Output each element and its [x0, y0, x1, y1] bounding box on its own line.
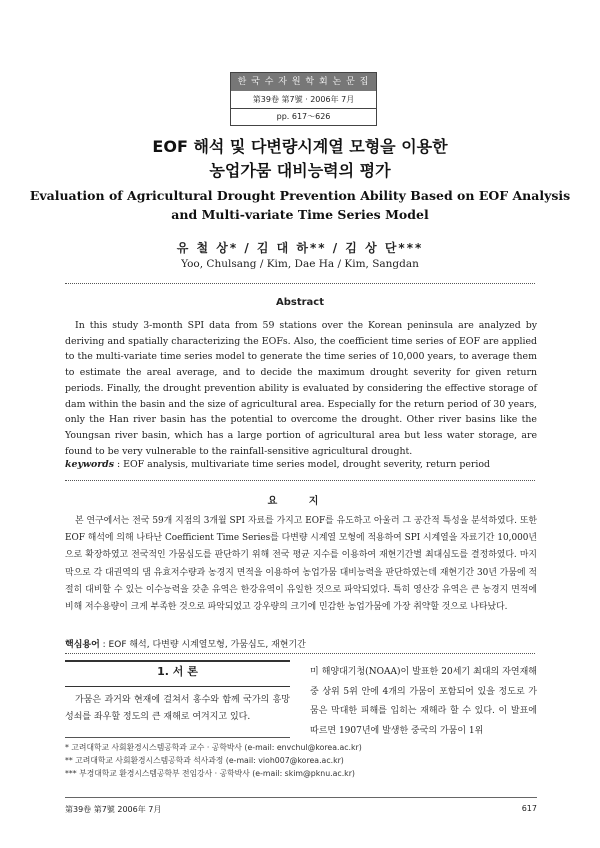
intro-left-text: 가뭄은 과거와 현재에 걸쳐서 홍수와 함께 국가의 흥망성쇠를 좌우할 정도의 큰 재해로 여겨지고 있다.: [65, 695, 290, 722]
title-en-line2: and Multi-variate Time Series Model: [171, 207, 429, 222]
authors-english: Yoo, Chulsang / Kim, Dae Ha / Kim, Sangdan: [181, 258, 419, 270]
divider: [65, 653, 535, 654]
journal-name: 한 국 수 자 원 학 회 논 문 집: [231, 73, 376, 91]
abstract-text: In this study 3-month SPI data from 59 stations over the Korean peninsula are analyzed by deriving and spatially characterizing the EOFs. Also, the coefficient time series of EOF are applied to the multi-variate time series model to generate the time series of 10,000 years, to average them to estimate the areal average, and to decide the maximum drought severity for given return periods. Finally, the drought prevention ability is evaluated by considering the effective storage of dam within the basin and the size of agricultural area. Especially for the return period of 30 years, only the Han river basin has the potential to overcome the drought. Other river basins like the Youngsan river basin, which has a large portion of agricultural area but less water storage, are found to be very vulnerable to the rainfall-sensitive agricultural drought.: [65, 320, 537, 457]
journal-pages: pp. 617～626: [276, 112, 331, 121]
footer-divider: [65, 797, 537, 798]
footnote-divider: [65, 737, 290, 738]
keywords-label: keywords: [65, 459, 115, 470]
page-number: 617: [521, 804, 537, 813]
footnote-1: * 고려대학교 사회환경시스템공학과 교수 · 공학박사 (e-mail: envchul@korea.ac.kr): [65, 743, 362, 752]
footnote-3: *** 부경대학교 환경시스템공학부 전임강사 · 공학박사 (e-mail: skim@pknu.ac.kr): [65, 769, 355, 778]
title-en-line1: Evaluation of Agricultural Drought Prevention Ability Based on EOF Analysis: [29, 188, 571, 203]
korean-keywords-line: [65, 637, 537, 650]
title-ko-line1: EOF 해석 및 다변량시계열 모형을 이용한: [152, 137, 448, 156]
divider: [65, 283, 535, 284]
journal-info-box: [230, 72, 377, 126]
keywords-text: : EOF analysis, multivariate time series model, drought severity, return period: [117, 459, 491, 470]
keywords-line: [65, 459, 537, 470]
title-ko-line2: 농업가뭄 대비능력의 평가: [209, 161, 391, 180]
footer-journal-info: 第39卷 第7號 2006年 7月: [65, 805, 162, 814]
divider: [65, 480, 535, 481]
intro-right-text: 미 해양대기청(NOAA)이 발표한 20세기 최대의 자연재해 중 상위 5위 안에 4개의 가뭄이 포함되어 있을 정도로 가뭄은 막대한 피해를 입히는 재해라 할 수 있다. 이 발표에 따르면 1907년에 발생한 중국의 가뭄이 1위: [310, 667, 537, 736]
intro-heading: 1. 서 론: [157, 665, 198, 678]
authors-korean: 유 철 상* / 김 대 하** / 김 상 단***: [176, 241, 424, 255]
yoji-text: 본 연구에서는 전국 59개 지점의 3개월 SPI 자료를 가지고 EOF를 유도하고 아울러 그 공간적 특성을 분석하였다. 또한 EOF 해석에 의해 나타난 Coefficient Time Series를 다변량 시계열 모형에 적용하여 SPI 시계열을 자료기간 10,000년으로 확장하였고 전국적인 가뭄심도를 판단하기 위해 전국 평균 지수를 이용하여 재현기간별 최대심도를 결정하였다. 마지막으로 각 대권역의 댐 유효저수량과 농경지 면적을 이용하여 농업가뭄 대비능력을 판단하였는데 재현기간 30년 가뭄에 적절히 대비할 수 있는 이수능력을 갖춘 유역은 한강유역이 유일한 것으로 파악되었다. 특히 영산강 유역은 큰 농경지 면적에 비해 저수용량이 크게 부족한 것으로 파악되었고 강우량의 크기에 민감한 농업가뭄에 가장 취약할 것으로 나타났다.: [65, 516, 537, 613]
footnote-2: ** 고려대학교 사회환경시스템공학과 석사과정 (e-mail: vioh007@korea.ac.kr): [65, 756, 344, 765]
korean-keywords-text: : EOF 해석, 다변량 시계열모형, 가뭄심도, 재현기간: [102, 640, 306, 650]
journal-volume: 第39卷 第7號 · 2006年 7月: [231, 92, 376, 109]
yoji-heading: 요 지: [267, 496, 333, 507]
korean-keywords-label: 핵심용어: [65, 640, 100, 650]
abstract-heading: Abstract: [275, 297, 325, 308]
